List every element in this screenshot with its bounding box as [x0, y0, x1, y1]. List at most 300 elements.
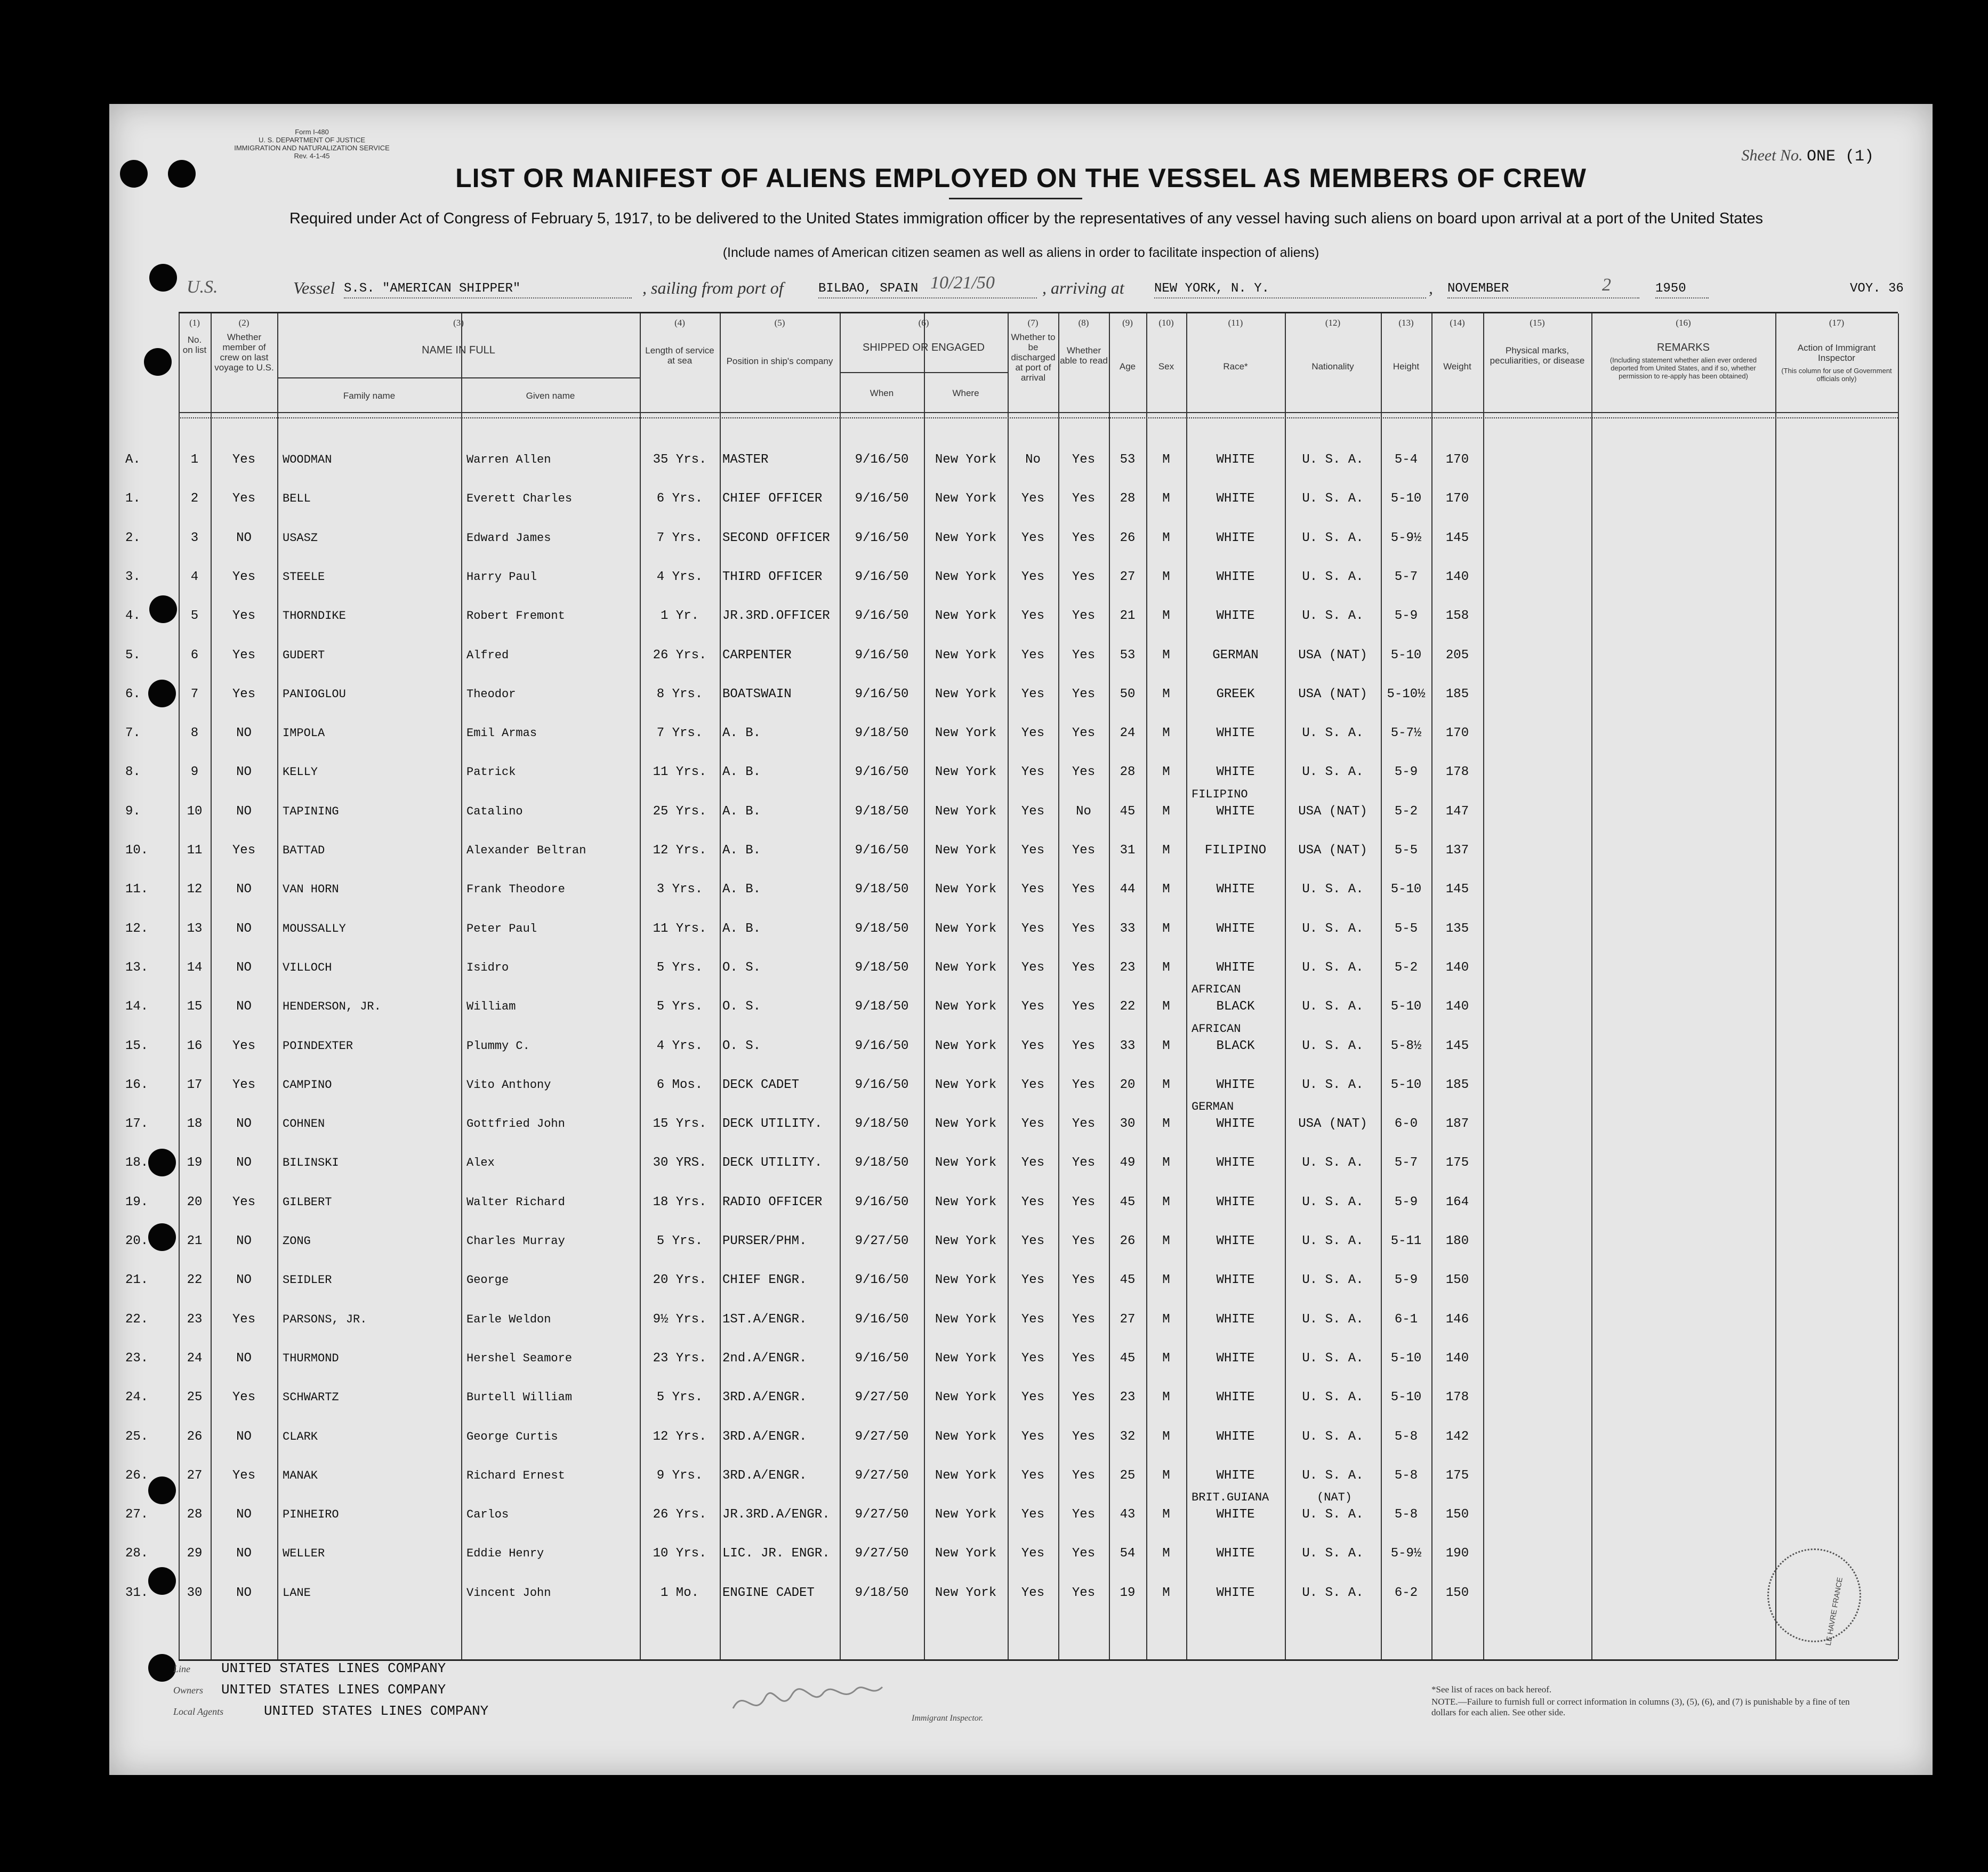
row-letter: 16.: [125, 1077, 149, 1092]
cell-height: 6-0: [1394, 1117, 1418, 1132]
cell-age: 43: [1120, 1507, 1136, 1522]
cell-length: 1 Mo.: [660, 1585, 699, 1600]
cell-race: WHITE: [1216, 1077, 1255, 1092]
cell-read: Yes: [1072, 1273, 1096, 1288]
cell-family: BELL: [283, 492, 311, 506]
cell-given: Frank Theodore: [466, 883, 565, 897]
cell-race: WHITE: [1216, 1390, 1255, 1405]
cell-age: 44: [1120, 882, 1136, 897]
header-shipped: SHIPPED OR ENGAGED: [863, 342, 985, 353]
cell-when: 9/16/50: [855, 530, 909, 545]
cell-height: 5-7: [1394, 1156, 1418, 1171]
cell-nationality: U. S. A.: [1302, 1390, 1364, 1405]
cell-read: Yes: [1072, 726, 1096, 741]
cell-member: NO: [236, 1351, 252, 1366]
cell-weight: 185: [1445, 687, 1469, 701]
cell-weight: 146: [1445, 1312, 1469, 1327]
voyage: VOY. 36: [1850, 281, 1904, 296]
cell-family: CLARK: [283, 1430, 318, 1443]
cell-member: NO: [236, 1273, 252, 1288]
cell-where: New York: [935, 999, 997, 1014]
page-title: LIST OR MANIFEST OF ALIENS EMPLOYED ON THE VESSEL AS MEMBERS OF CREW: [455, 163, 1587, 193]
cell-read: Yes: [1072, 843, 1096, 858]
table-row: [125, 441, 1898, 479]
cell-given: Everett Charles: [466, 492, 573, 506]
cell-race: WHITE: [1216, 960, 1255, 975]
cell-when: 9/16/50: [855, 1312, 909, 1327]
cell-age: 45: [1120, 1273, 1136, 1288]
cell-weight: 185: [1445, 1077, 1469, 1092]
cell-nationality: U. S. A.: [1302, 921, 1364, 936]
cell-member: NO: [236, 1156, 252, 1171]
cell-length: 4 Yrs.: [656, 1038, 703, 1053]
cell-race: WHITE: [1216, 1156, 1255, 1171]
cell-given: Eddie Henry: [466, 1547, 544, 1561]
cell-nationality: USA (NAT): [1298, 1117, 1367, 1132]
cell-height: 5-9: [1394, 765, 1418, 780]
inspector-signature: [728, 1666, 888, 1724]
cell-member: NO: [236, 1546, 252, 1561]
cell-discharged: Yes: [1021, 765, 1045, 780]
cell-read: Yes: [1072, 1117, 1096, 1132]
cell-discharged: Yes: [1021, 687, 1045, 701]
row-letter: 27.: [125, 1507, 149, 1522]
table-row: [125, 949, 1898, 987]
cell-where: New York: [935, 609, 997, 624]
cell-family: IMPOLA: [283, 727, 325, 740]
table-row: [125, 1067, 1898, 1104]
cell-sex: M: [1162, 1429, 1170, 1444]
flag-handwritten: U.S.: [187, 277, 218, 297]
col-number: (10): [1158, 318, 1174, 328]
cell-where: New York: [935, 491, 997, 506]
cell-sex: M: [1162, 804, 1170, 819]
cell-family: SCHWARTZ: [283, 1391, 339, 1405]
cell-weight: 150: [1445, 1507, 1469, 1522]
cell-family: POINDEXTER: [283, 1039, 353, 1053]
cell-where: New York: [935, 1468, 997, 1483]
cell-family: USASZ: [283, 531, 318, 545]
cell-nationality: U. S. A.: [1302, 1468, 1364, 1483]
line-value: UNITED STATES LINES COMPANY: [221, 1660, 446, 1676]
cell-nationality: U. S. A.: [1302, 1234, 1364, 1248]
cell-sex: M: [1162, 453, 1170, 467]
cell-sex: M: [1162, 609, 1170, 624]
cell-length: 6 Mos.: [656, 1077, 703, 1092]
cell-race: GERMAN: [1212, 648, 1259, 663]
cell-weight: 164: [1445, 1195, 1469, 1209]
cell-where: New York: [935, 1077, 997, 1092]
cell-age: 33: [1120, 1038, 1136, 1053]
cell-height: 5-8: [1394, 1468, 1418, 1483]
cell-length: 3 Yrs.: [656, 882, 703, 897]
cell-nationality: U. S. A.: [1302, 1273, 1364, 1288]
agents-value: UNITED STATES LINES COMPANY: [264, 1703, 489, 1719]
cell-height: 5-10: [1390, 1077, 1422, 1092]
cell-no: 16: [187, 1038, 203, 1053]
cell-age: 45: [1120, 1351, 1136, 1366]
cell-weight: 140: [1445, 960, 1469, 975]
cell-height: 5-9½: [1390, 530, 1422, 545]
row-letter: 1.: [125, 491, 141, 506]
row-letter: 25.: [125, 1429, 149, 1444]
cell-height: 5-10: [1390, 491, 1422, 506]
cell-weight: 145: [1445, 1038, 1469, 1053]
cell-discharged: Yes: [1021, 1077, 1045, 1092]
cell-given: Charles Murray: [466, 1234, 565, 1248]
row-letter: 15.: [125, 1038, 149, 1053]
header-weight: Weight: [1443, 361, 1471, 372]
cell-read: Yes: [1072, 921, 1096, 936]
cell-age: 45: [1120, 1195, 1136, 1209]
col-number: (13): [1398, 318, 1414, 328]
cell-length: 12 Yrs.: [653, 1429, 707, 1444]
cell-nationality: U. S. A.: [1302, 765, 1364, 780]
cell-age: 27: [1120, 569, 1136, 584]
cell-no: 14: [187, 960, 203, 975]
cell-age: 28: [1120, 491, 1136, 506]
manifest-sheet: [109, 104, 1933, 1775]
col-number: (16): [1676, 318, 1691, 328]
cell-where: New York: [935, 882, 997, 897]
cell-weight: 175: [1445, 1156, 1469, 1171]
cell-when: 9/16/50: [855, 1038, 909, 1053]
col-number: (9): [1122, 318, 1133, 328]
cell-nationality: U. S. A.: [1302, 1077, 1364, 1092]
form-number: Form I-480: [295, 128, 329, 136]
cell-nationality: USA (NAT): [1298, 843, 1367, 858]
header-nationality: Nationality: [1311, 361, 1354, 372]
cell-age: 21: [1120, 609, 1136, 624]
cell-position: A. B.: [722, 882, 761, 897]
cell-family: KELLY: [283, 765, 318, 779]
table-row: [125, 1418, 1898, 1456]
cell-length: 11 Yrs.: [653, 921, 707, 936]
arriving-label: , arriving at: [1042, 278, 1124, 297]
vessel-line: U.S. Vessel S.S. "AMERICAN SHIPPER" , sailing from port of BILBAO, SPAIN 10/21/50 , arriving at NEW YORK, N. Y. , NOVEMBER 2 1950 VOY. 36: [187, 273, 1904, 297]
table-row: [125, 1491, 1898, 1534]
cell-no: 24: [187, 1351, 203, 1366]
owners-value: UNITED STATES LINES COMPANY: [221, 1682, 446, 1698]
cell-discharged: Yes: [1021, 1429, 1045, 1444]
cell-read: Yes: [1072, 1038, 1096, 1053]
cell-where: New York: [935, 1507, 997, 1522]
crew-table: [125, 312, 1898, 1661]
arrival-day: 2: [1602, 275, 1611, 295]
cell-sex: M: [1162, 1234, 1170, 1248]
cell-given: Isidro: [466, 961, 509, 974]
cell-nationality: U. S. A.: [1302, 1312, 1364, 1327]
cell-length: 9½ Yrs.: [653, 1312, 707, 1327]
cell-given: Robert Fremont: [466, 609, 565, 623]
agents-label: Local Agents: [173, 1706, 224, 1717]
cell-no: 9: [190, 765, 199, 780]
cell-nationality: U. S. A.: [1302, 569, 1364, 584]
cell-member: NO: [236, 530, 252, 545]
vessel-name: S.S. "AMERICAN SHIPPER": [344, 281, 521, 296]
cell-position: ENGINE CADET: [722, 1585, 815, 1600]
department: U. S. DEPARTMENT OF JUSTICE: [258, 136, 366, 144]
cell-position: JR.3RD.OFFICER: [722, 609, 830, 624]
cell-race: WHITE: [1216, 609, 1255, 624]
cell-weight: 180: [1445, 1234, 1469, 1248]
cell-sex: M: [1162, 1468, 1170, 1483]
cell-race: WHITE: [1216, 1585, 1255, 1600]
cell-position: O. S.: [722, 1038, 761, 1053]
cell-race: GREEK: [1216, 687, 1255, 701]
cell-family: VILLOCH: [283, 961, 332, 974]
cell-nationality: U. S. A.: [1302, 453, 1364, 467]
row-letter: 19.: [125, 1195, 149, 1209]
cell-nationality: U. S. A.: [1302, 491, 1364, 506]
header-action: Action of Immigrant Inspector: [1797, 343, 1876, 363]
cell-read: Yes: [1072, 1585, 1096, 1600]
cell-nationality: USA (NAT): [1298, 687, 1367, 701]
cell-no: 3: [190, 530, 199, 545]
cell-given: Earle Weldon: [466, 1312, 551, 1326]
cell-height: 5-10: [1390, 1351, 1422, 1366]
table-row: [125, 832, 1898, 869]
cell-age: 53: [1120, 453, 1136, 467]
cell-nationality: U. S. A.: [1302, 1546, 1364, 1561]
row-letter: 17.: [125, 1117, 149, 1132]
cell-sex: M: [1162, 648, 1170, 663]
cell-age: 31: [1120, 843, 1136, 858]
cell-weight: 175: [1445, 1468, 1469, 1483]
cell-discharged: Yes: [1021, 530, 1045, 545]
cell-length: 10 Yrs.: [653, 1546, 707, 1561]
cell-length: 5 Yrs.: [656, 1234, 703, 1248]
cell-race: WHITE: [1216, 726, 1255, 741]
cell-family: BILINSKI: [283, 1156, 339, 1170]
cell-family: BATTAD: [283, 844, 325, 857]
header-remarks-note: (Including statement whether alien ever ordered deported from United States, and if so, whether permission to re-apply has been obtained): [1609, 356, 1757, 380]
cell-no: 6: [190, 648, 199, 663]
cell-sex: M: [1162, 960, 1170, 975]
cell-weight: 140: [1445, 1351, 1469, 1366]
header-physical: Physical marks, peculiarities, or disease: [1490, 345, 1585, 366]
cell-height: 5-8½: [1390, 1038, 1422, 1053]
cell-given: Carlos: [466, 1508, 509, 1522]
cell-discharged: Yes: [1021, 1468, 1045, 1483]
table-row: [125, 1379, 1898, 1416]
cell-position: THIRD OFFICER: [722, 569, 823, 584]
row-letter: 23.: [125, 1351, 149, 1366]
cell-given: Harry Paul: [466, 570, 537, 584]
cell-race: WHITE: [1216, 1117, 1255, 1132]
punch-hole: [144, 348, 172, 376]
cell-where: New York: [935, 1429, 997, 1444]
row-letter: 8.: [125, 765, 141, 780]
cell-discharged: Yes: [1021, 1312, 1045, 1327]
cell-read: Yes: [1072, 960, 1096, 975]
header-when: When: [870, 388, 894, 398]
col-number: (14): [1450, 318, 1465, 328]
cell-no: 11: [187, 843, 203, 858]
punch-hole: [148, 1223, 176, 1251]
cell-where: New York: [935, 726, 997, 741]
cell-read: Yes: [1072, 491, 1096, 506]
cell-family: STEELE: [283, 570, 325, 584]
cell-age: 27: [1120, 1312, 1136, 1327]
cell-position: O. S.: [722, 999, 761, 1014]
cell-age: 26: [1120, 530, 1136, 545]
cell-height: 5-5: [1394, 843, 1418, 858]
cell-family: THORNDIKE: [283, 609, 346, 623]
cell-height: 5-11: [1390, 1234, 1422, 1248]
cell-sex: M: [1162, 1507, 1170, 1522]
cell-age: 53: [1120, 648, 1136, 663]
cell-family: SEIDLER: [283, 1273, 332, 1287]
cell-nationality: U. S. A.: [1302, 1585, 1364, 1600]
col-number: (4): [674, 318, 685, 328]
arrival-port: NEW YORK, N. Y.: [1154, 281, 1270, 296]
cell-where: New York: [935, 1390, 997, 1405]
cell-member: NO: [236, 882, 252, 897]
cell-member: Yes: [232, 1468, 256, 1483]
cell-weight: 158: [1445, 609, 1469, 624]
cell-family: MOUSSALLY: [283, 922, 346, 935]
punch-hole: [148, 1149, 176, 1176]
header-discharged: Whether to be discharged at port of arrival: [1011, 332, 1056, 383]
row-letter: 6.: [125, 687, 141, 701]
punch-hole: [148, 1476, 176, 1504]
cell-member: NO: [236, 999, 252, 1014]
cell-age: 23: [1120, 960, 1136, 975]
cell-age: 26: [1120, 1234, 1136, 1248]
cell-when: 9/16/50: [855, 648, 909, 663]
cell-weight: 178: [1445, 1390, 1469, 1405]
port: BILBAO, SPAIN: [818, 281, 919, 296]
cell-family: GUDERT: [283, 648, 325, 662]
cell-read: Yes: [1072, 1312, 1096, 1327]
cell-given: Gottfried John: [466, 1117, 565, 1131]
header-age: Age: [1119, 361, 1136, 372]
cell-member: NO: [236, 1429, 252, 1444]
cell-member: Yes: [232, 1312, 256, 1327]
cell-member: Yes: [232, 1390, 256, 1405]
cell-family: GILBERT: [283, 1195, 332, 1209]
cell-height: 5-10½: [1387, 687, 1426, 701]
cell-sex: M: [1162, 765, 1170, 780]
sheet-value: ONE (1): [1806, 148, 1874, 166]
cell-discharged: Yes: [1021, 1195, 1045, 1209]
cell-read: Yes: [1072, 1390, 1096, 1405]
cell-position: A. B.: [722, 804, 761, 819]
cell-member: Yes: [232, 843, 256, 858]
cell-when: 9/16/50: [855, 1273, 909, 1288]
cell-length: 6 Yrs.: [656, 491, 703, 506]
cell-race: WHITE: [1216, 1312, 1255, 1327]
cell-no: 1: [190, 453, 199, 467]
cell-where: New York: [935, 453, 997, 467]
cell-discharged: No: [1025, 453, 1041, 467]
cell-given: Burtell William: [466, 1391, 573, 1405]
revision: Rev. 4-1-45: [294, 152, 330, 160]
footnote-races: *See list of races on back hereof.: [1431, 1684, 1552, 1695]
cell-race: WHITE: [1216, 491, 1255, 506]
cell-where: New York: [935, 1351, 997, 1366]
cell-given: Walter Richard: [466, 1195, 565, 1209]
header-where: Where: [952, 388, 979, 398]
cell-read: Yes: [1072, 1195, 1096, 1209]
cell-family: PINHEIRO: [283, 1508, 339, 1522]
table-row: [125, 754, 1898, 791]
cell-nationality: U. S. A.: [1302, 1507, 1364, 1522]
row-letter: 9.: [125, 804, 141, 819]
cell-weight: 190: [1445, 1546, 1469, 1561]
cell-no: 22: [187, 1273, 203, 1288]
cell-family: HENDERSON, JR.: [283, 1000, 381, 1014]
cell-no: 23: [187, 1312, 203, 1327]
row-letter: 28.: [125, 1546, 149, 1561]
cell-where: New York: [935, 1156, 997, 1171]
cell-position: O. S.: [722, 960, 761, 975]
header-length: Length of service at sea: [645, 345, 714, 366]
cell-where: New York: [935, 1117, 997, 1132]
cell-nationality: U. S. A.: [1302, 960, 1364, 975]
table-row: [125, 1535, 1898, 1572]
cell-member: Yes: [232, 1195, 256, 1209]
cell-height: 5-8: [1394, 1429, 1418, 1444]
cell-given: Alexander Beltran: [466, 844, 586, 857]
row-letter: 13.: [125, 960, 149, 975]
cell-nationality: U. S. A.: [1302, 999, 1364, 1014]
cell-weight: 142: [1445, 1429, 1469, 1444]
cell-position: BOATSWAIN: [722, 687, 792, 701]
cell-sex: M: [1162, 1585, 1170, 1600]
cell-height: 5-9½: [1390, 1546, 1422, 1561]
cell-race: WHITE: [1216, 765, 1255, 780]
header-name: NAME IN FULL: [422, 344, 495, 356]
cell-discharged: Yes: [1021, 1585, 1045, 1600]
cell-read: Yes: [1072, 1468, 1096, 1483]
cell-family: COHNEN: [283, 1117, 325, 1131]
cell-sex: M: [1162, 491, 1170, 506]
cell-height: 5-2: [1394, 804, 1418, 819]
cell-height: 5-10: [1390, 882, 1422, 897]
cell-no: 21: [187, 1234, 203, 1248]
cell-position: PURSER/PHM.: [722, 1234, 807, 1248]
cell-when: 9/18/50: [855, 1156, 909, 1171]
cell-no: 12: [187, 882, 203, 897]
cell-sex: M: [1162, 1546, 1170, 1561]
row-letter: 10.: [125, 843, 149, 858]
cell-sex: M: [1162, 882, 1170, 897]
row-letter: 11.: [125, 882, 149, 897]
nationality-annotation: (NAT): [1317, 1491, 1353, 1505]
cell-length: 9 Yrs.: [656, 1468, 703, 1483]
row-letter: A.: [125, 453, 141, 467]
cell-member: NO: [236, 960, 252, 975]
cell-read: Yes: [1072, 1156, 1096, 1171]
col-number: (6): [918, 318, 929, 328]
cell-age: 25: [1120, 1468, 1136, 1483]
cell-when: 9/27/50: [855, 1390, 909, 1405]
cell-discharged: Yes: [1021, 1156, 1045, 1171]
cell-read: Yes: [1072, 882, 1096, 897]
inspection-stamp: [1767, 1548, 1861, 1642]
cell-sex: M: [1162, 726, 1170, 741]
cell-member: NO: [236, 1117, 252, 1132]
cell-read: Yes: [1072, 453, 1096, 467]
cell-when: 9/18/50: [855, 960, 909, 975]
cell-race: WHITE: [1216, 1507, 1255, 1522]
cell-length: 35 Yrs.: [653, 453, 707, 467]
cell-weight: 178: [1445, 765, 1469, 780]
cell-where: New York: [935, 843, 997, 858]
cell-member: NO: [236, 726, 252, 741]
